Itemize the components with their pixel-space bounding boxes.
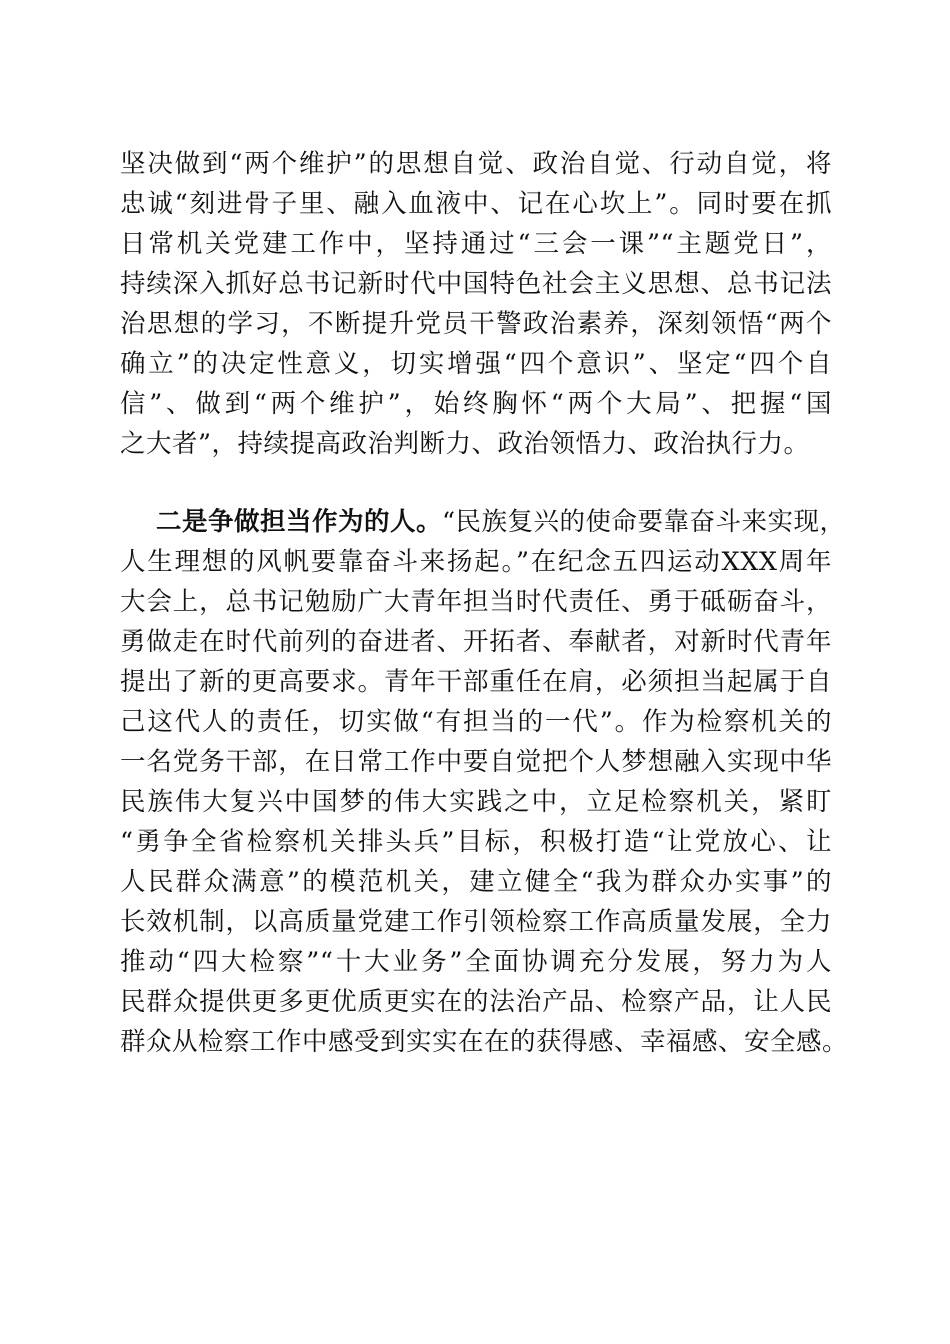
- text-line: 群众从检察工作中感受到实实在在的获得感、幸福感、安全感。: [120, 1027, 849, 1057]
- text-line: “勇争全省检察机关排头兵”目标，积极打造“让党放心、让: [120, 827, 832, 857]
- text-line: 持续深入抓好总书记新时代中国特色社会主义思想、总书记法: [120, 269, 832, 299]
- text-line: 勇做走在时代前列的奋进者、开拓者、奉献者，对新时代青年: [120, 627, 832, 657]
- text-line: 之大者”，持续提高政治判断力、政治领悟力、政治执行力。: [120, 429, 810, 459]
- paragraph-responsibility: [120, 502, 849, 1062]
- paragraph-two-maintenances: [120, 144, 832, 464]
- text-fragment: “民族复兴的使命要靠奋斗来实现，: [442, 507, 846, 537]
- text-line: 民族伟大复兴中国梦的伟大实践之中，立足检察机关，紧盯: [120, 787, 832, 817]
- text-line: 忠诚“刻进骨子里、融入血液中、记在心坎上”。同时要在抓: [120, 189, 832, 219]
- text-line: 人生理想的风帆要靠奋斗来扬起。”在纪念五四运动XXX周年: [120, 547, 832, 577]
- text-line: 治思想的学习，不断提升党员干警政治素养，深刻领悟“两个: [120, 309, 832, 339]
- text-line: 信”、做到“两个维护”，始终胸怀“两个大局”、把握“国: [120, 389, 832, 419]
- paragraph-heading: 二是争做担当作为的人。: [156, 507, 443, 537]
- text-line: 推动“四大检察”“十大业务”全面协调充分发展，努力为人: [120, 947, 832, 977]
- text-line: 人民群众满意”的模范机关，建立健全“我为群众办实事”的: [120, 867, 832, 897]
- text-line: 日常机关党建工作中，坚持通过“三会一课”“主题党日”，: [120, 229, 832, 259]
- text-line: 大会上，总书记勉励广大青年担当时代责任、勇于砥砺奋斗，: [120, 587, 832, 617]
- text-line: 坚决做到“两个维护”的思想自觉、政治自觉、行动自觉，将: [120, 149, 832, 179]
- paragraph-first-line: [120, 502, 846, 542]
- text-line: 民群众提供更多更优质更实在的法治产品、检察产品，让人民: [120, 987, 832, 1017]
- text-line: 己这代人的责任，切实做“有担当的一代”。作为检察机关的: [120, 707, 832, 737]
- text-line: 确立”的决定性意义，切实增强“四个意识”、坚定“四个自: [120, 349, 832, 379]
- text-line: 一名党务干部，在日常工作中要自觉把个人梦想融入实现中华: [120, 747, 832, 777]
- text-line: 提出了新的更高要求。青年干部重任在肩，必须担当起属于自: [120, 667, 832, 697]
- text-line: 长效机制，以高质量党建工作引领检察工作高质量发展，全力: [120, 907, 832, 937]
